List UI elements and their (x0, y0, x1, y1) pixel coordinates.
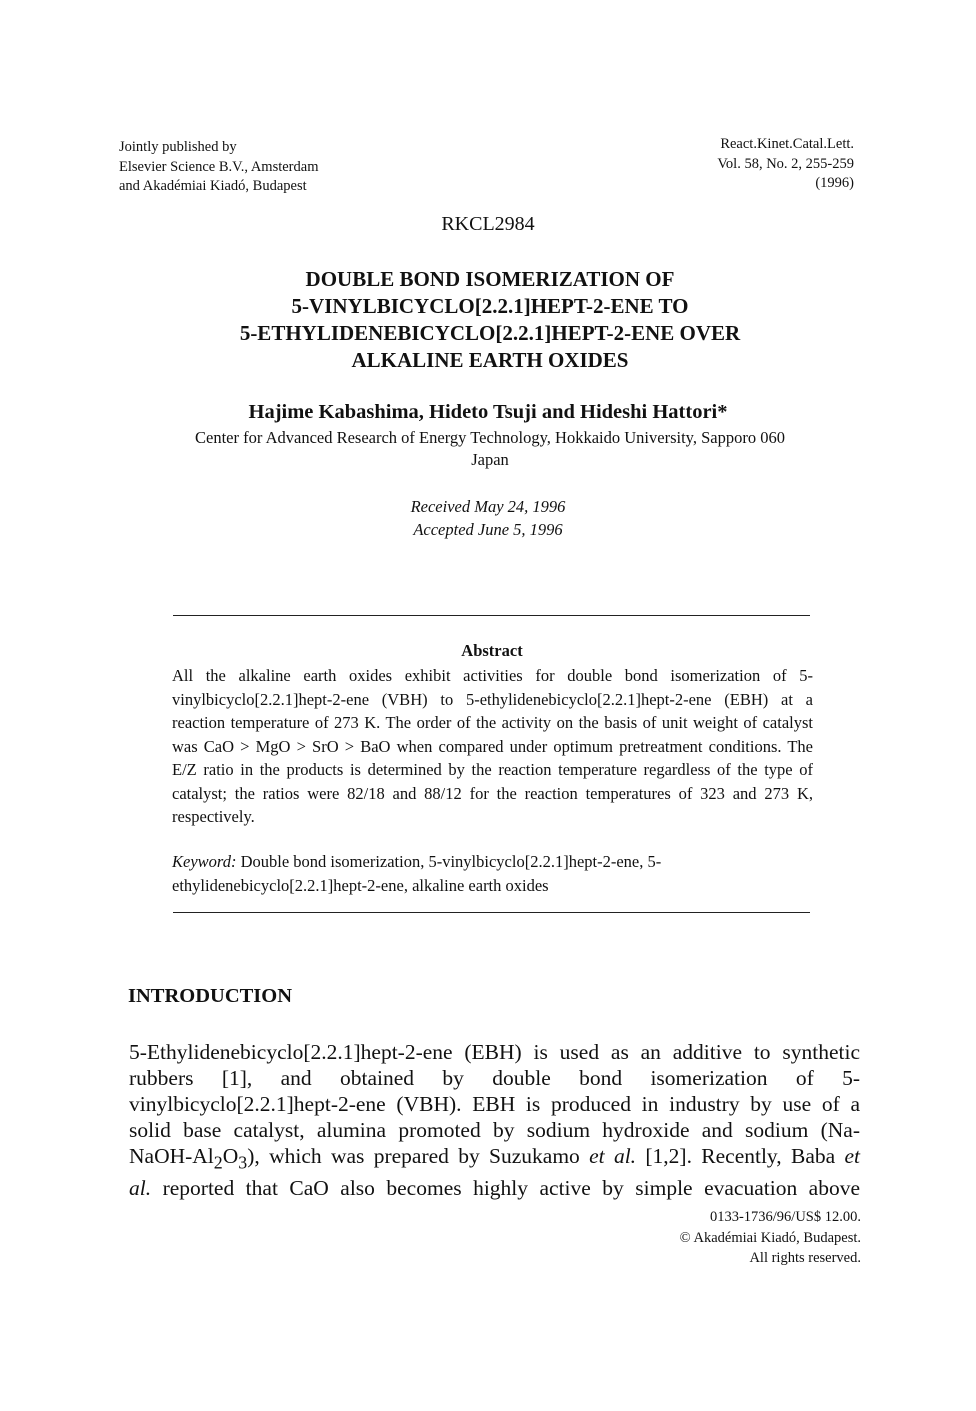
intro-line: NaOH-$Al_2O_3$), which was prepared by Suzukamo et al. [1,2]. Recently, Baba et (129, 1144, 860, 1173)
journal-line: Vol. 58, No. 2, 255-259 (717, 155, 854, 172)
journal-citation (717, 135, 854, 194)
title-line: 5-ETHYLIDENEBICYCLO[2.2.1]HEPT-2-ENE OVER (239, 321, 741, 345)
intro-line: solid base catalyst, alumina promoted by sodium hydroxide and sodium (Na- (129, 1118, 860, 1142)
journal-line: React.Kinet.Catal.Lett. (720, 136, 854, 152)
journal-line: (1996) (815, 175, 854, 191)
article-code: RKCL2984 (441, 213, 535, 235)
received-date: Received May 24, 1996 (410, 497, 566, 516)
title-line: ALKALINE EARTH OXIDES (351, 348, 629, 372)
intro-line: 5-Ethylidenebicyclo[2.2.1]hept-2-ene (EBH) is used as an additive to synthetic (129, 1040, 860, 1064)
publisher-line: Jointly published by (119, 139, 237, 155)
divider-bottom (173, 912, 810, 913)
rights-line: All rights reserved. (749, 1250, 861, 1266)
title-line: 5-VINYLBICYCLO[2.2.1]HEPT-2-ENE TO (291, 294, 689, 318)
title-line: DOUBLE BOND ISOMERIZATION OF (305, 267, 675, 291)
copyright-line: © Akadémiai Kiadó, Budapest. (679, 1229, 861, 1246)
intro-line: al. reported that CaO also becomes highly active by simple evacuation above (129, 1176, 860, 1201)
authors: Hajime Kabashima, Hideto Tsuji and Hideshi Hattori* (248, 401, 728, 423)
keyword-label: Keyword (172, 852, 231, 871)
divider-top (173, 615, 810, 616)
intro-line: rubbers [1], and obtained by double bond isomerization of 5- (129, 1066, 860, 1090)
accepted-date: Accepted June 5, 1996 (413, 519, 563, 539)
affiliation-line: Japan (471, 450, 509, 469)
keyword-text: Double bond isomerization, 5-vinylbicyclo[2.2.1]hept-2-ene, 5-ethylidenebicyclo[2.2.1]hept-2-ene, alkaline earth oxides (172, 852, 662, 895)
paper-title (150, 266, 830, 374)
affiliation (0, 427, 976, 471)
issn-price: 0133-1736/96/US$ 12.00. (709, 1209, 861, 1225)
affiliation-line: Center for Advanced Research of Energy Technology, Hokkaido University, Sapporo 060 (195, 428, 785, 447)
section-heading: INTRODUCTION (128, 985, 293, 1007)
abstract-text: All the alkaline earth oxides exhibit activities for double bond isomerization of 5-vinylbicyclo[2.2.1]hept-2-ene (VBH) to 5-ethylidenebicyclo[2.2.1]hept-2-ene (EBH) at a reaction temperature of 273 K. The order of the activity on the basis of unit weight of catalyst was CaO > MgO > SrO > BaO when compared under optimum pretreatment conditions. The E/Z ratio in the products is determined by the reaction temperature regardless of the type of catalyst; the ratios were 82/18 and 88/12 for the reaction temperatures of 323 and 273 K, respectively. (172, 666, 813, 826)
keywords: Keyword: Double bond isomerization, 5-vinylbicyclo[2.2.1]hept-2-ene, 5-ethylidenebicyclo[2.2.1]hept-2-ene, alkaline earth oxides (172, 852, 662, 895)
dates (0, 496, 976, 541)
abstract-body (172, 664, 813, 829)
copyright-notice (680, 1207, 861, 1269)
intro-line: vinylbicyclo[2.2.1]hept-2-ene (VBH). EBH is produced in industry by use of a (129, 1092, 860, 1116)
abstract-heading: Abstract (461, 641, 523, 660)
publisher-line: and Akadémiai Kiadó, Budapest (119, 178, 307, 194)
publisher-line: Elsevier Science B.V., Amsterdam (119, 158, 319, 175)
publisher-info (119, 138, 318, 197)
introduction-body (129, 1039, 860, 1201)
